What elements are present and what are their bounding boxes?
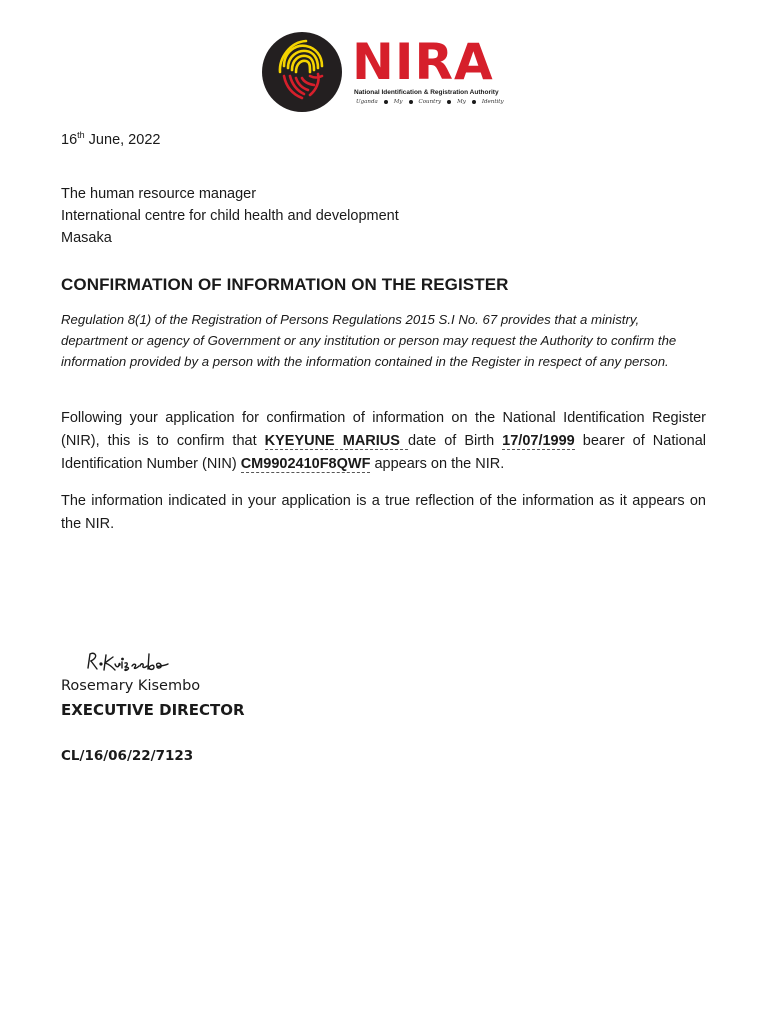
motto-dot-icon	[447, 100, 451, 104]
letter-date	[61, 132, 160, 148]
fingerprint-logo-icon	[262, 32, 342, 112]
handwritten-signature	[84, 648, 179, 678]
addressee-block	[61, 183, 399, 249]
letter-title: CONFIRMATION OF INFORMATION ON THE REGISTER	[61, 275, 509, 294]
nin-field: CM9902410F8QWF	[240, 456, 371, 472]
motto-word: Identity	[481, 99, 504, 105]
dob-label: date of Birth	[407, 433, 503, 449]
motto-word: My	[457, 99, 466, 105]
date-of-birth-field: 17/07/1999	[502, 433, 575, 449]
reflection-paragraph: The information indicated in your application is a true reflection of the information as it appears on the NIR.	[61, 493, 706, 532]
logo-wordmark: NIRA	[352, 33, 494, 91]
para-end-text: appears on the NIR.	[370, 456, 505, 472]
motto-word: My	[393, 99, 403, 105]
reference-number: CL/16/06/22/7123	[61, 748, 194, 764]
nira-logo	[262, 32, 512, 112]
logo-tagline: National Identification & Registration Authority	[354, 89, 499, 96]
date-suffix: th	[77, 130, 85, 141]
date-day: 16	[61, 132, 78, 148]
addressee-line: The human resource manager	[61, 186, 257, 202]
motto-word: Country	[418, 99, 442, 105]
regulation-paragraph: Regulation 8(1) of the Registration of Persons Regulations 2015 S.I No. 67 provides that a ministry, department or agency of Government or any institution or person may request the Authority to confirm the information provided by a person with the information contained in the Register in respect of any person.	[61, 312, 677, 369]
signer-name: Rosemary Kisembo	[61, 678, 201, 694]
motto-dot-icon	[409, 100, 413, 104]
bearer-text: bearer of National Identification Number (NIN)	[61, 433, 706, 472]
motto-word: Uganda	[356, 99, 378, 105]
signer-role: EXECUTIVE DIRECTOR	[61, 701, 245, 719]
person-name-field: KYEYUNE MARIUS	[264, 433, 408, 449]
date-month-year: June, 2022	[84, 132, 161, 148]
confirmation-paragraph	[61, 407, 706, 476]
addressee-line: Masaka	[61, 230, 112, 246]
addressee-line: International centre for child health and development	[61, 208, 399, 224]
logo-motto	[356, 99, 504, 105]
motto-dot-icon	[384, 100, 388, 104]
para-intro-text: Following your application for confirmation of information on the National Identification Register (NIR), this is to confirm that	[61, 410, 706, 449]
motto-dot-icon	[472, 100, 476, 104]
